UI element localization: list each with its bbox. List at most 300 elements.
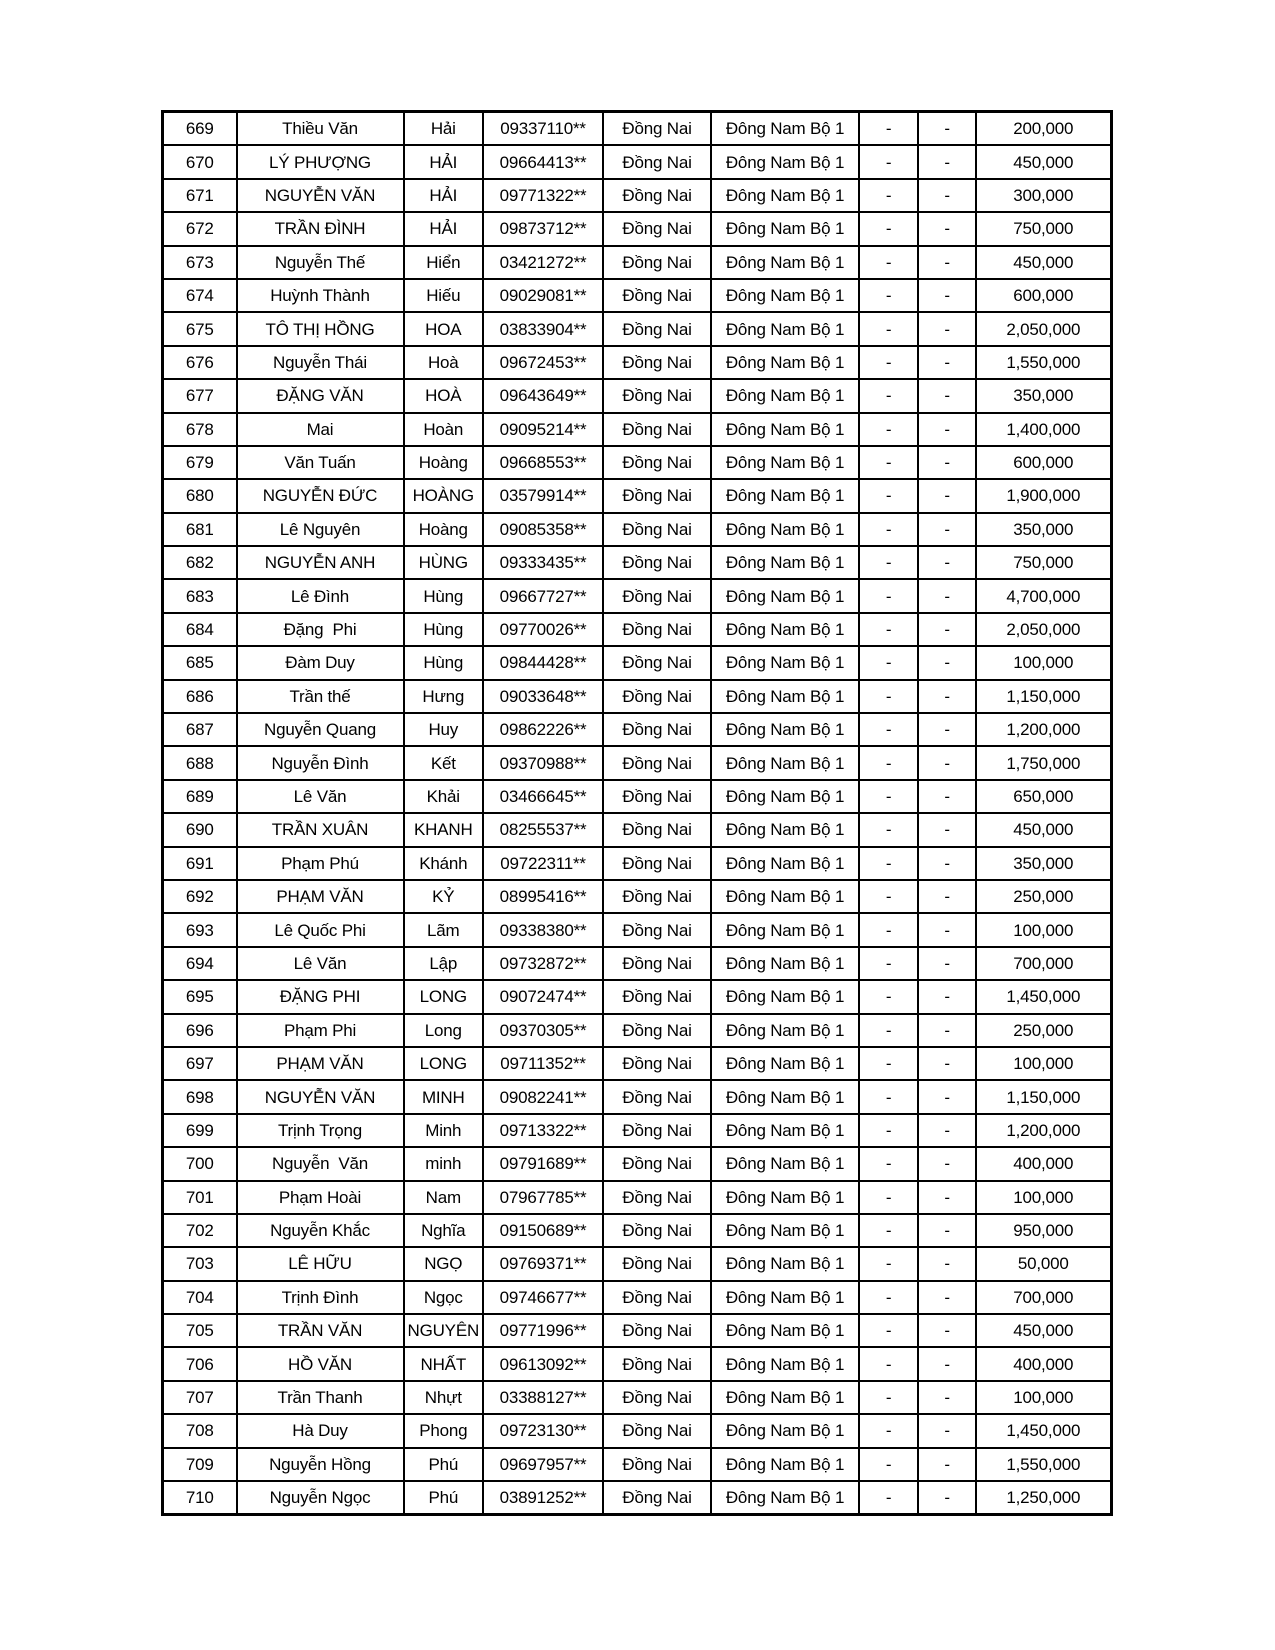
cell-dash2: - — [918, 246, 976, 279]
cell-dash2: - — [918, 680, 976, 713]
cell-province: Đồng Nai — [603, 1147, 711, 1180]
cell-dash2: - — [918, 546, 976, 579]
cell-dash1: - — [859, 513, 918, 546]
cell-id: 705 — [163, 1314, 237, 1347]
cell-dash1: - — [859, 1047, 918, 1080]
cell-region: Đông Nam Bộ 1 — [711, 780, 859, 813]
cell-family-name: LÊ HỮU — [237, 1247, 404, 1280]
cell-region: Đông Nam Bộ 1 — [711, 346, 859, 379]
cell-phone: 09672453** — [483, 346, 603, 379]
cell-id: 693 — [163, 913, 237, 946]
donor-list-table — [161, 110, 1113, 1516]
cell-amount: 200,000 — [976, 112, 1111, 146]
cell-amount: 350,000 — [976, 379, 1111, 412]
cell-family-name: Nguyễn Văn — [237, 1147, 404, 1180]
table-row — [163, 246, 1112, 279]
cell-given-name: Hoàn — [404, 413, 484, 446]
cell-dash2: - — [918, 880, 976, 913]
cell-family-name: Nguyễn Hồng — [237, 1448, 404, 1481]
cell-id: 699 — [163, 1114, 237, 1147]
cell-id: 681 — [163, 513, 237, 546]
cell-amount: 1,550,000 — [976, 1448, 1111, 1481]
cell-province: Đồng Nai — [603, 1047, 711, 1080]
cell-dash2: - — [918, 1414, 976, 1447]
cell-province: Đồng Nai — [603, 1247, 711, 1280]
cell-region: Đông Nam Bộ 1 — [711, 1448, 859, 1481]
cell-id: 691 — [163, 847, 237, 880]
cell-amount: 450,000 — [976, 813, 1111, 846]
cell-dash2: - — [918, 1114, 976, 1147]
spreadsheet-page — [161, 110, 1113, 1516]
cell-phone: 09791689** — [483, 1147, 603, 1180]
cell-family-name: NGUYỄN ANH — [237, 546, 404, 579]
cell-phone: 09713322** — [483, 1114, 603, 1147]
table-row — [163, 1114, 1112, 1147]
cell-dash1: - — [859, 880, 918, 913]
cell-id: 678 — [163, 413, 237, 446]
cell-region: Đông Nam Bộ 1 — [711, 1247, 859, 1280]
table-row — [163, 446, 1112, 479]
cell-dash2: - — [918, 1181, 976, 1214]
cell-family-name: Lê Đình — [237, 579, 404, 612]
cell-id: 694 — [163, 947, 237, 980]
table-row — [163, 847, 1112, 880]
cell-amount: 1,200,000 — [976, 713, 1111, 746]
cell-given-name: Hùng — [404, 613, 484, 646]
cell-dash2: - — [918, 1214, 976, 1247]
cell-id: 689 — [163, 780, 237, 813]
cell-id: 683 — [163, 579, 237, 612]
cell-given-name: Minh — [404, 1114, 484, 1147]
cell-dash2: - — [918, 413, 976, 446]
cell-family-name: Lê Nguyên — [237, 513, 404, 546]
cell-dash2: - — [918, 780, 976, 813]
cell-province: Đồng Nai — [603, 847, 711, 880]
cell-amount: 2,050,000 — [976, 613, 1111, 646]
cell-family-name: ĐẶNG VĂN — [237, 379, 404, 412]
cell-id: 702 — [163, 1214, 237, 1247]
table-row — [163, 713, 1112, 746]
cell-dash2: - — [918, 179, 976, 212]
cell-id: 697 — [163, 1047, 237, 1080]
cell-family-name: Nguyễn Khắc — [237, 1214, 404, 1247]
table-row — [163, 1481, 1112, 1515]
cell-amount: 1,750,000 — [976, 746, 1111, 779]
cell-id: 710 — [163, 1481, 237, 1515]
cell-region: Đông Nam Bộ 1 — [711, 813, 859, 846]
cell-province: Đồng Nai — [603, 913, 711, 946]
cell-amount: 1,150,000 — [976, 1080, 1111, 1113]
cell-phone: 09613092** — [483, 1347, 603, 1380]
cell-province: Đồng Nai — [603, 680, 711, 713]
table-row — [163, 646, 1112, 679]
cell-id: 703 — [163, 1247, 237, 1280]
cell-dash1: - — [859, 312, 918, 345]
cell-province: Đồng Nai — [603, 713, 711, 746]
cell-region: Đông Nam Bộ 1 — [711, 1147, 859, 1180]
cell-given-name: HÙNG — [404, 546, 484, 579]
table-row — [163, 1281, 1112, 1314]
table-row — [163, 1214, 1112, 1247]
cell-province: Đồng Nai — [603, 346, 711, 379]
cell-phone: 08995416** — [483, 880, 603, 913]
cell-id: 671 — [163, 179, 237, 212]
cell-amount: 400,000 — [976, 1147, 1111, 1180]
cell-dash2: - — [918, 1147, 976, 1180]
table-row — [163, 279, 1112, 312]
cell-amount: 100,000 — [976, 1181, 1111, 1214]
cell-given-name: Nghĩa — [404, 1214, 484, 1247]
table-row — [163, 346, 1112, 379]
cell-region: Đông Nam Bộ 1 — [711, 1381, 859, 1414]
cell-amount: 250,000 — [976, 1014, 1111, 1047]
cell-dash1: - — [859, 145, 918, 178]
table-row — [163, 212, 1112, 245]
cell-phone: 09370988** — [483, 746, 603, 779]
cell-region: Đông Nam Bộ 1 — [711, 579, 859, 612]
cell-phone: 09338380** — [483, 913, 603, 946]
cell-province: Đồng Nai — [603, 646, 711, 679]
cell-province: Đồng Nai — [603, 1080, 711, 1113]
cell-given-name: HOÀ — [404, 379, 484, 412]
cell-given-name: Phong — [404, 1414, 484, 1447]
cell-province: Đồng Nai — [603, 179, 711, 212]
cell-phone: 09085358** — [483, 513, 603, 546]
cell-given-name: HẢI — [404, 145, 484, 178]
cell-region: Đông Nam Bộ 1 — [711, 1047, 859, 1080]
cell-phone: 03421272** — [483, 246, 603, 279]
cell-amount: 100,000 — [976, 1381, 1111, 1414]
cell-given-name: KỶ — [404, 880, 484, 913]
cell-family-name: Phạm Hoài — [237, 1181, 404, 1214]
cell-dash1: - — [859, 379, 918, 412]
cell-id: 669 — [163, 112, 237, 146]
cell-region: Đông Nam Bộ 1 — [711, 379, 859, 412]
cell-given-name: Ngọc — [404, 1281, 484, 1314]
cell-province: Đồng Nai — [603, 613, 711, 646]
cell-given-name: Hiếu — [404, 279, 484, 312]
cell-province: Đồng Nai — [603, 479, 711, 512]
cell-family-name: Đặng Phi — [237, 613, 404, 646]
cell-amount: 350,000 — [976, 513, 1111, 546]
cell-id: 706 — [163, 1347, 237, 1380]
cell-dash2: - — [918, 913, 976, 946]
cell-region: Đông Nam Bộ 1 — [711, 513, 859, 546]
table-row — [163, 579, 1112, 612]
cell-dash2: - — [918, 1448, 976, 1481]
cell-region: Đông Nam Bộ 1 — [711, 112, 859, 146]
cell-id: 676 — [163, 346, 237, 379]
cell-family-name: Lê Quốc Phi — [237, 913, 404, 946]
cell-family-name: Trịnh Trọng — [237, 1114, 404, 1147]
table-row — [163, 1047, 1112, 1080]
cell-region: Đông Nam Bộ 1 — [711, 413, 859, 446]
cell-province: Đồng Nai — [603, 1448, 711, 1481]
cell-dash1: - — [859, 479, 918, 512]
cell-phone: 09873712** — [483, 212, 603, 245]
cell-region: Đông Nam Bộ 1 — [711, 1347, 859, 1380]
cell-phone: 09072474** — [483, 980, 603, 1013]
cell-dash2: - — [918, 1347, 976, 1380]
table-row — [163, 913, 1112, 946]
cell-id: 692 — [163, 880, 237, 913]
cell-dash2: - — [918, 112, 976, 146]
cell-family-name: Thiều Văn — [237, 112, 404, 146]
cell-amount: 350,000 — [976, 847, 1111, 880]
cell-amount: 450,000 — [976, 1314, 1111, 1347]
cell-family-name: TRẦN XUÂN — [237, 813, 404, 846]
cell-family-name: Nguyễn Thế — [237, 246, 404, 279]
cell-id: 701 — [163, 1181, 237, 1214]
table-row — [163, 1448, 1112, 1481]
table-row — [163, 813, 1112, 846]
cell-given-name: Phú — [404, 1448, 484, 1481]
cell-province: Đồng Nai — [603, 212, 711, 245]
cell-dash2: - — [918, 1014, 976, 1047]
cell-dash1: - — [859, 1181, 918, 1214]
cell-id: 709 — [163, 1448, 237, 1481]
cell-amount: 750,000 — [976, 212, 1111, 245]
table-row — [163, 880, 1112, 913]
cell-amount: 1,150,000 — [976, 680, 1111, 713]
cell-id: 690 — [163, 813, 237, 846]
cell-amount: 450,000 — [976, 246, 1111, 279]
cell-dash1: - — [859, 1347, 918, 1380]
cell-id: 704 — [163, 1281, 237, 1314]
cell-id: 670 — [163, 145, 237, 178]
cell-dash1: - — [859, 1147, 918, 1180]
cell-dash2: - — [918, 1047, 976, 1080]
cell-phone: 09033648** — [483, 680, 603, 713]
cell-dash2: - — [918, 713, 976, 746]
cell-id: 686 — [163, 680, 237, 713]
cell-given-name: Phú — [404, 1481, 484, 1515]
cell-given-name: HẢI — [404, 179, 484, 212]
cell-family-name: Lê Văn — [237, 780, 404, 813]
cell-dash2: - — [918, 479, 976, 512]
cell-amount: 100,000 — [976, 646, 1111, 679]
cell-phone: 08255537** — [483, 813, 603, 846]
table-row — [163, 780, 1112, 813]
cell-given-name: Khánh — [404, 847, 484, 880]
cell-id: 708 — [163, 1414, 237, 1447]
cell-province: Đồng Nai — [603, 1214, 711, 1247]
cell-province: Đồng Nai — [603, 980, 711, 1013]
cell-family-name: Phạm Phú — [237, 847, 404, 880]
cell-province: Đồng Nai — [603, 880, 711, 913]
table-row — [163, 1381, 1112, 1414]
cell-amount: 250,000 — [976, 880, 1111, 913]
cell-given-name: NGỌ — [404, 1247, 484, 1280]
cell-family-name: TÔ THỊ HỒNG — [237, 312, 404, 345]
cell-given-name: HOA — [404, 312, 484, 345]
table-row — [163, 479, 1112, 512]
cell-dash2: - — [918, 312, 976, 345]
cell-dash1: - — [859, 980, 918, 1013]
cell-family-name: TRẦN ĐÌNH — [237, 212, 404, 245]
cell-family-name: HỒ VĂN — [237, 1347, 404, 1380]
cell-dash2: - — [918, 1481, 976, 1515]
table-row — [163, 112, 1112, 146]
cell-dash1: - — [859, 179, 918, 212]
cell-region: Đông Nam Bộ 1 — [711, 613, 859, 646]
cell-phone: 09668553** — [483, 446, 603, 479]
table-row — [163, 312, 1112, 345]
cell-family-name: PHẠM VĂN — [237, 1047, 404, 1080]
cell-dash2: - — [918, 813, 976, 846]
cell-amount: 1,550,000 — [976, 346, 1111, 379]
cell-province: Đồng Nai — [603, 312, 711, 345]
cell-given-name: LONG — [404, 1047, 484, 1080]
cell-phone: 03466645** — [483, 780, 603, 813]
cell-given-name: Hoàng — [404, 513, 484, 546]
cell-id: 680 — [163, 479, 237, 512]
cell-phone: 09029081** — [483, 279, 603, 312]
cell-dash1: - — [859, 212, 918, 245]
cell-family-name: ĐẶNG PHI — [237, 980, 404, 1013]
cell-given-name: Lập — [404, 947, 484, 980]
cell-dash1: - — [859, 713, 918, 746]
cell-region: Đông Nam Bộ 1 — [711, 279, 859, 312]
cell-amount: 50,000 — [976, 1247, 1111, 1280]
cell-region: Đông Nam Bộ 1 — [711, 1014, 859, 1047]
cell-dash2: - — [918, 513, 976, 546]
cell-region: Đông Nam Bộ 1 — [711, 1481, 859, 1515]
cell-region: Đông Nam Bộ 1 — [711, 1214, 859, 1247]
cell-dash1: - — [859, 947, 918, 980]
cell-dash2: - — [918, 947, 976, 980]
cell-id: 673 — [163, 246, 237, 279]
cell-region: Đông Nam Bộ 1 — [711, 179, 859, 212]
cell-province: Đồng Nai — [603, 379, 711, 412]
cell-family-name: Mai — [237, 413, 404, 446]
cell-region: Đông Nam Bộ 1 — [711, 145, 859, 178]
cell-dash1: - — [859, 1080, 918, 1113]
table-row — [163, 546, 1112, 579]
cell-phone: 03891252** — [483, 1481, 603, 1515]
cell-dash1: - — [859, 413, 918, 446]
cell-dash1: - — [859, 1448, 918, 1481]
cell-province: Đồng Nai — [603, 579, 711, 612]
cell-dash2: - — [918, 1381, 976, 1414]
cell-amount: 300,000 — [976, 179, 1111, 212]
cell-province: Đồng Nai — [603, 546, 711, 579]
cell-amount: 1,900,000 — [976, 479, 1111, 512]
cell-phone: 09746677** — [483, 1281, 603, 1314]
cell-province: Đồng Nai — [603, 746, 711, 779]
cell-dash1: - — [859, 1481, 918, 1515]
cell-given-name: Hải — [404, 112, 484, 146]
table-row — [163, 413, 1112, 446]
cell-dash2: - — [918, 145, 976, 178]
cell-amount: 700,000 — [976, 1281, 1111, 1314]
cell-phone: 09862226** — [483, 713, 603, 746]
cell-id: 675 — [163, 312, 237, 345]
cell-dash1: - — [859, 1114, 918, 1147]
table-row — [163, 145, 1112, 178]
cell-given-name: Hùng — [404, 579, 484, 612]
cell-amount: 650,000 — [976, 780, 1111, 813]
cell-amount: 700,000 — [976, 947, 1111, 980]
cell-province: Đồng Nai — [603, 1281, 711, 1314]
cell-province: Đồng Nai — [603, 1481, 711, 1515]
cell-amount: 750,000 — [976, 546, 1111, 579]
cell-region: Đông Nam Bộ 1 — [711, 246, 859, 279]
cell-id: 682 — [163, 546, 237, 579]
cell-region: Đông Nam Bộ 1 — [711, 212, 859, 245]
table-row — [163, 613, 1112, 646]
cell-family-name: TRẦN VĂN — [237, 1314, 404, 1347]
cell-phone: 09697957** — [483, 1448, 603, 1481]
cell-amount: 950,000 — [976, 1214, 1111, 1247]
cell-region: Đông Nam Bộ 1 — [711, 1080, 859, 1113]
cell-phone: 09082241** — [483, 1080, 603, 1113]
table-row — [163, 1314, 1112, 1347]
cell-province: Đồng Nai — [603, 1114, 711, 1147]
cell-family-name: Trần Thanh — [237, 1381, 404, 1414]
table-row — [163, 1347, 1112, 1380]
cell-province: Đồng Nai — [603, 813, 711, 846]
cell-amount: 100,000 — [976, 1047, 1111, 1080]
cell-dash2: - — [918, 746, 976, 779]
cell-family-name: Đàm Duy — [237, 646, 404, 679]
cell-dash1: - — [859, 546, 918, 579]
cell-dash1: - — [859, 780, 918, 813]
cell-province: Đồng Nai — [603, 513, 711, 546]
cell-phone: 09370305** — [483, 1014, 603, 1047]
cell-given-name: Kết — [404, 746, 484, 779]
cell-region: Đông Nam Bộ 1 — [711, 546, 859, 579]
cell-region: Đông Nam Bộ 1 — [711, 1181, 859, 1214]
cell-given-name: Hùng — [404, 646, 484, 679]
cell-phone: 09333435** — [483, 546, 603, 579]
cell-dash1: - — [859, 1014, 918, 1047]
cell-province: Đồng Nai — [603, 1014, 711, 1047]
cell-dash2: - — [918, 379, 976, 412]
cell-family-name: Nguyễn Quang — [237, 713, 404, 746]
cell-region: Đông Nam Bộ 1 — [711, 746, 859, 779]
cell-given-name: Hoàng — [404, 446, 484, 479]
cell-province: Đồng Nai — [603, 446, 711, 479]
cell-province: Đồng Nai — [603, 947, 711, 980]
cell-phone: 07967785** — [483, 1181, 603, 1214]
cell-given-name: Hưng — [404, 680, 484, 713]
cell-phone: 09844428** — [483, 646, 603, 679]
cell-dash2: - — [918, 1080, 976, 1113]
cell-family-name: Trần thế — [237, 680, 404, 713]
cell-given-name: Nhựt — [404, 1381, 484, 1414]
cell-phone: 09770026** — [483, 613, 603, 646]
cell-dash2: - — [918, 346, 976, 379]
cell-given-name: NHẤT — [404, 1347, 484, 1380]
cell-family-name: NGUYỄN VĂN — [237, 1080, 404, 1113]
cell-amount: 1,250,000 — [976, 1481, 1111, 1515]
cell-province: Đồng Nai — [603, 1181, 711, 1214]
cell-region: Đông Nam Bộ 1 — [711, 1314, 859, 1347]
cell-dash1: - — [859, 346, 918, 379]
cell-family-name: Trịnh Đình — [237, 1281, 404, 1314]
cell-dash1: - — [859, 1314, 918, 1347]
cell-amount: 2,050,000 — [976, 312, 1111, 345]
cell-family-name: LÝ PHƯỢNG — [237, 145, 404, 178]
table-row — [163, 1147, 1112, 1180]
table-row — [163, 980, 1112, 1013]
cell-region: Đông Nam Bộ 1 — [711, 680, 859, 713]
cell-given-name: Khải — [404, 780, 484, 813]
cell-given-name: Hiển — [404, 246, 484, 279]
cell-dash1: - — [859, 613, 918, 646]
cell-amount: 400,000 — [976, 1347, 1111, 1380]
